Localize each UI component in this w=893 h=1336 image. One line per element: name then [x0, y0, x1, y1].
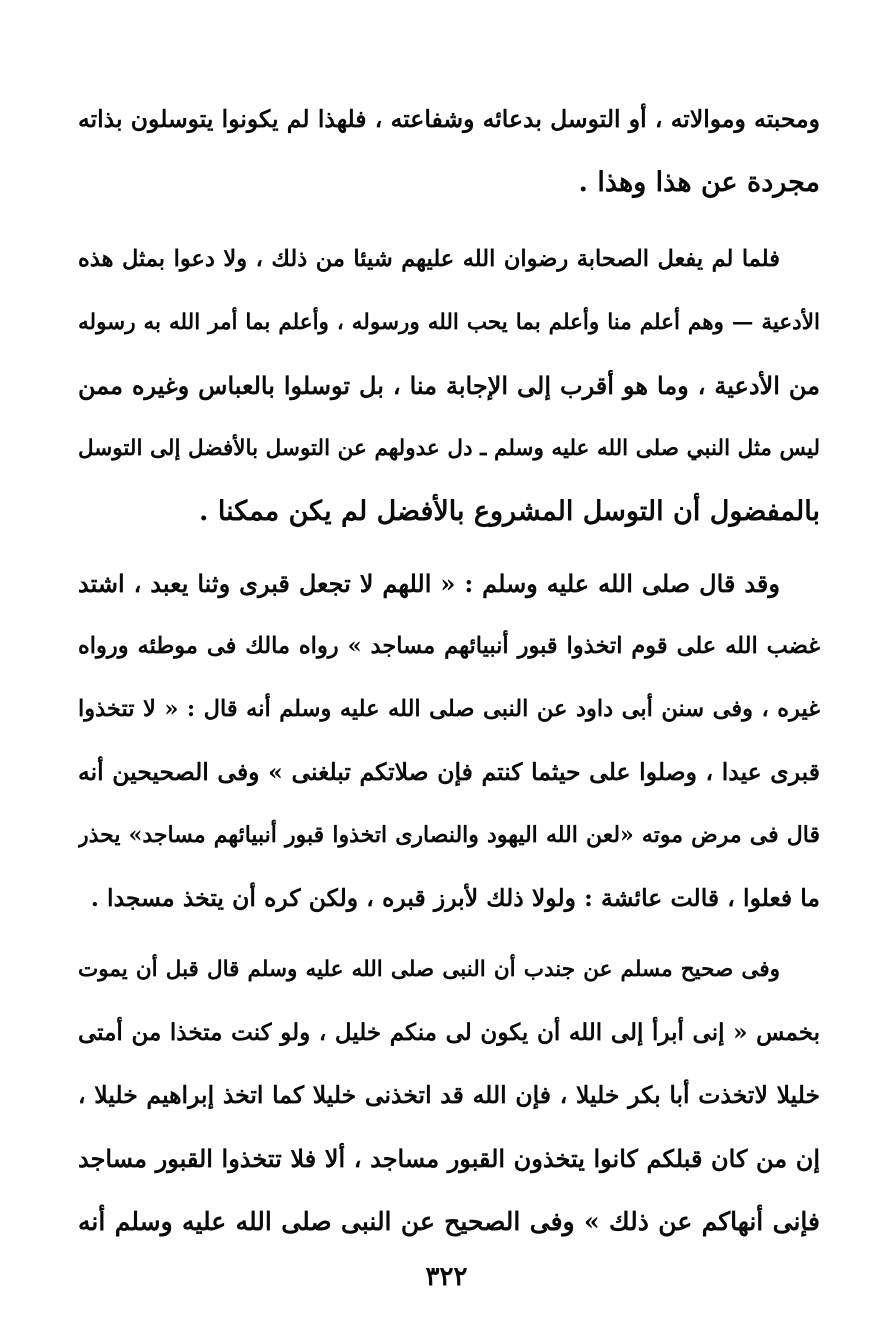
- text-line: ليس مثل النبي صلى الله عليه وسلم ـ دل عدولهم عن التوسل بالأفضل إلى التوسل: [78, 436, 820, 461]
- paragraph-2: [78, 228, 820, 543]
- text-line: قال فى مرض موته «لعن الله اليهود والنصارى اتخذوا قبور أنبيائهم مساجد» يحذر: [78, 822, 820, 848]
- text-line: مجردة عن هذا وهذا .: [578, 167, 820, 198]
- text-line: غيره ، وفى سنن أبى داود عن النبى صلى الله عليه وسلم أنه قال : « لا تتخذوا: [78, 696, 820, 722]
- text-line: وقد قال صلى الله عليه وسلم : « اللهم لا تجعل قبرى وثنا يعبد ، اشتد: [78, 569, 780, 598]
- text-line: فإنى أنهاكم عن ذلك » وفى الصحيح عن النبى صلى الله عليه وسلم أنه: [78, 1207, 820, 1236]
- paragraph-1: [78, 88, 820, 214]
- text-line: إن من كان قبلكم كانوا يتخذون القبور مساجد ، ألا فلا تتخذوا القبور مساجد: [78, 1144, 820, 1173]
- paragraph-4: [78, 938, 820, 1253]
- text-line: بخمس « إنى أبرأ إلى الله أن يكون لى منكم خليل ، ولو كنت متخذا من أمتى: [78, 1019, 820, 1046]
- text-line: قبرى عيدا ، وصلوا على حيثما كنتم فإن صلاتكم تبلغنى » وفى الصحيحين أنه: [78, 758, 820, 786]
- text-line: الأدعية — وهم أعلم منا وأعلم بما يحب الله ورسوله ، وأعلم بما أمر الله به رسوله: [78, 310, 820, 335]
- text-line: ما فعلوا ، قالت عائشة : ولولا ذلك لأبرز قبره ، ولكن كره أن يتخذ مسجدا .: [90, 884, 820, 912]
- paragraph-3: [78, 552, 820, 930]
- text-line: ومحبته وموالاته ، أو التوسل بدعائه وشفاعته ، فلهذا لم يكونوا يتوسلون بذاته: [78, 105, 820, 133]
- text-line: فلما لم يفعل الصحابة رضوان الله عليهم شيئا من ذلك ، ولا دعوا بمثل هذه: [78, 246, 780, 272]
- text-line: غضب الله على قوم اتخذوا قبور أنبيائهم مساجد » رواه مالك فى موطئه ورواه: [78, 633, 820, 659]
- text-line: وفى صحيح مسلم عن جندب أن النبى صلى الله عليه وسلم قال قبل أن يموت: [78, 957, 780, 982]
- text-line: خليلا لاتخذت أبا بكر خليلا ، فإن الله قد اتخذنى خليلا كما اتخذ إبراهيم خليلا ،: [78, 1081, 820, 1109]
- text-line: من الأدعية ، وما هو أقرب إلى الإجابة منا ، بل توسلوا بالعباس وغيره ممن: [78, 371, 820, 400]
- text-line: بالمفضول أن التوسل المشروع بالأفضل لم يكن ممكنا .: [199, 496, 820, 527]
- page-number: ٣٢٢: [425, 1262, 468, 1292]
